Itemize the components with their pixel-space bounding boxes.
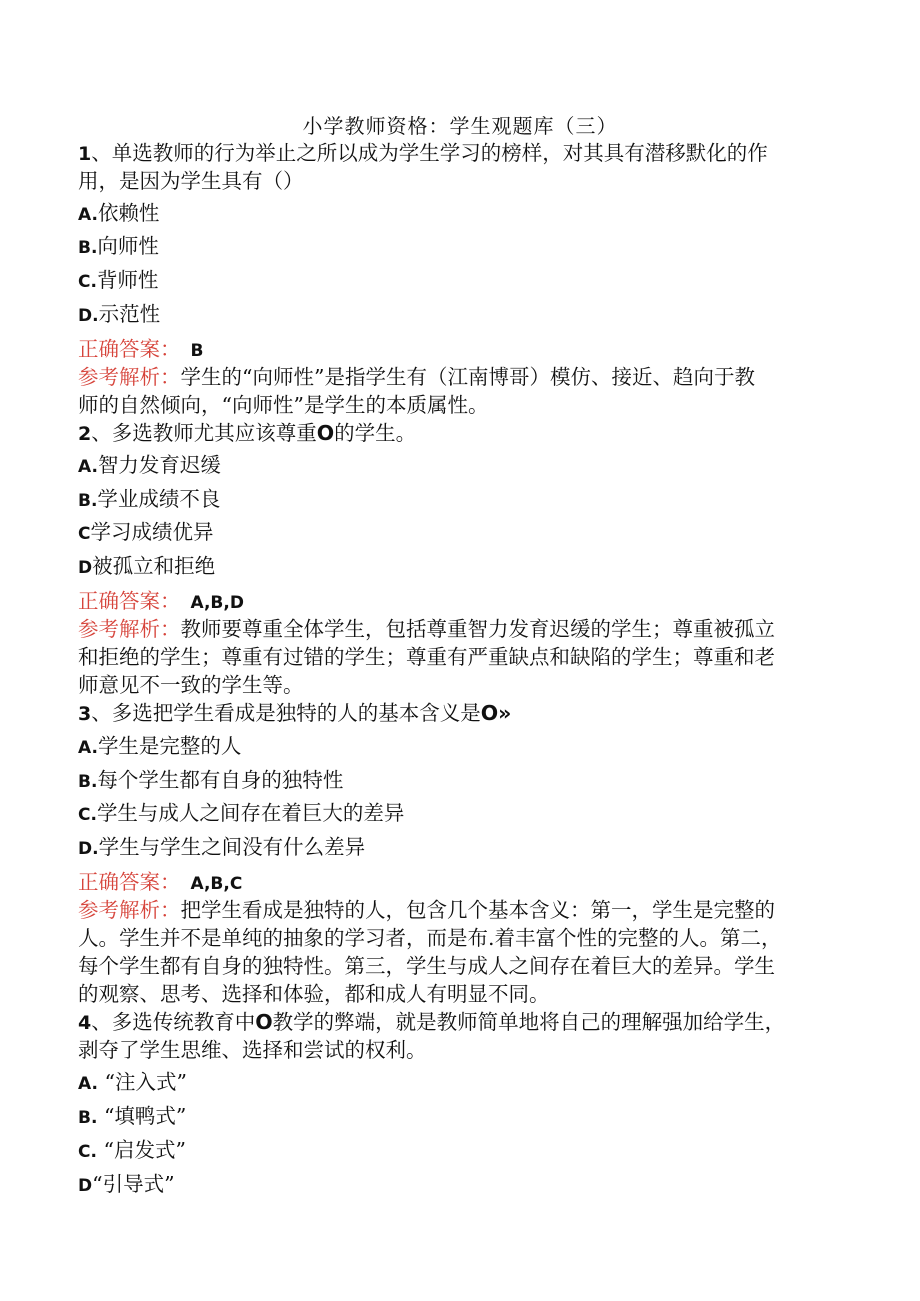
option-text: 被孤立和拒绝 — [92, 554, 216, 578]
question-1-stem-text-1: 、单选教师的行为举止之所以成为学生学习的榜样，对其具有潜移默化的作 — [91, 141, 768, 165]
question-2-analysis-line-1 — [78, 615, 848, 643]
option-letter: A. — [78, 738, 98, 758]
option-letter: C. — [78, 272, 97, 292]
analysis-label: 参考解析： — [78, 617, 181, 641]
question-number: 1 — [78, 143, 92, 165]
question-4-option-d — [78, 1170, 848, 1200]
answer-label: 正确答案： — [78, 337, 181, 361]
answer-value: B — [190, 341, 204, 361]
option-text: 学习成绩优异 — [90, 520, 214, 544]
analysis-label: 参考解析： — [78, 365, 181, 389]
question-2-stem — [78, 419, 848, 448]
analysis-text: 把学生看成是独特的人，包含几个基本含义：第一，学生是完整的 — [180, 898, 775, 922]
question-2-option-a — [78, 451, 848, 481]
question-1-analysis-line-1 — [78, 363, 848, 391]
question-2-analysis-line-2: 和拒绝的学生；尊重有过错的学生；尊重有严重缺点和缺陷的学生；尊重和老 — [78, 645, 775, 669]
question-1-option-d — [78, 300, 848, 330]
option-text: 学生是完整的人 — [97, 734, 242, 758]
question-3-analysis-line-4: 的观察、思考、选择和体验，都和成人有明显不同。 — [78, 982, 550, 1006]
question-3-option-d — [78, 833, 848, 863]
question-number: 4 — [78, 1012, 92, 1034]
question-1-answer — [78, 335, 848, 365]
question-4-option-c — [78, 1136, 848, 1166]
option-text: “填鸭式” — [103, 1104, 187, 1128]
question-4-stem-line-2: 剥夺了学生思维、选择和尝试的权利。 — [78, 1038, 427, 1062]
question-4-stem-line-1 — [78, 1008, 848, 1037]
stem-blank: O» — [480, 701, 512, 725]
option-text: 每个学生都有自身的独特性 — [97, 768, 344, 792]
option-letter: C. — [78, 1142, 97, 1162]
option-text: 示范性 — [98, 302, 161, 326]
option-text: 智力发育迟缓 — [97, 453, 221, 477]
question-1-option-b — [78, 232, 848, 262]
option-text: 学生与成人之间存在着巨大的差异 — [96, 801, 405, 825]
analysis-text: 学生的“向师性”是指学生有（江南博哥）模仿、接近、趋向于教 — [180, 365, 755, 389]
document-title: 小学教师资格：学生观题库（三） — [302, 114, 618, 138]
stem-text: 、多选教师尤其应该尊重 — [91, 421, 317, 445]
answer-value: A,B,D — [190, 593, 244, 613]
question-2-answer — [78, 587, 848, 617]
option-letter: B. — [78, 1108, 98, 1128]
question-2-option-c — [78, 518, 848, 548]
question-1-stem-line-1 — [78, 139, 848, 168]
question-4-option-b — [78, 1102, 848, 1132]
question-3-analysis-line-1 — [78, 896, 848, 924]
option-letter: D — [78, 558, 93, 578]
option-text: 背师性 — [96, 268, 159, 292]
answer-value: A,B,C — [190, 874, 243, 894]
question-3-option-c — [78, 799, 848, 829]
question-1-analysis-line-2: 师的自然倾向，“向师性”是学生的本质属性。 — [78, 393, 489, 417]
question-3-option-a — [78, 732, 848, 762]
analysis-text: 教师要尊重全体学生，包括尊重智力发育迟缓的学生；尊重被孤立 — [180, 617, 775, 641]
question-3-answer — [78, 868, 848, 898]
question-3-analysis-line-2: 人。学生并不是单纯的抽象的学习者，而是布.着丰富个性的完整的人。第二， — [78, 926, 782, 950]
stem-text: 、多选把学生看成是独特的人的基本含义是 — [91, 701, 481, 725]
option-letter: D — [78, 1176, 93, 1196]
stem-text-end: 的学生。 — [334, 421, 417, 445]
option-text: 学业成绩不良 — [97, 487, 221, 511]
option-letter: B. — [78, 491, 98, 511]
question-3-stem — [78, 699, 848, 728]
question-3-analysis-line-3: 每个学生都有自身的独特性。第三，学生与成人之间存在着巨大的差异。学生 — [78, 954, 775, 978]
option-letter: C — [78, 524, 91, 544]
option-text: “启发式” — [103, 1138, 186, 1162]
option-text: 向师性 — [97, 234, 159, 258]
option-text: 依赖性 — [97, 201, 160, 225]
question-1-option-a — [78, 199, 848, 229]
question-2-option-d — [78, 552, 848, 582]
option-letter: A. — [78, 1074, 98, 1094]
option-letter: D. — [78, 306, 99, 326]
question-2-analysis-line-3: 师意见不一致的学生等。 — [78, 673, 304, 697]
option-letter: A. — [78, 457, 98, 477]
option-letter: B. — [78, 772, 98, 792]
option-text: 学生与学生之间没有什么差异 — [98, 835, 366, 859]
option-letter: A. — [78, 205, 98, 225]
question-4-option-a — [78, 1068, 848, 1098]
option-letter: D. — [78, 839, 99, 859]
stem-text: 、多选传统教育中 — [91, 1010, 256, 1034]
answer-label: 正确答案： — [78, 870, 181, 894]
question-number: 2 — [78, 423, 92, 445]
stem-blank: O — [255, 1010, 273, 1034]
option-text: “引导式” — [92, 1172, 175, 1196]
question-number: 3 — [78, 703, 92, 725]
analysis-label: 参考解析： — [78, 898, 181, 922]
question-1-stem-line-2: 用，是因为学生具有（） — [78, 169, 304, 193]
option-letter: C. — [78, 805, 97, 825]
option-text: “注入式” — [104, 1070, 187, 1094]
question-1-option-c — [78, 266, 848, 296]
question-3-option-b — [78, 766, 848, 796]
answer-label: 正确答案： — [78, 589, 181, 613]
stem-text-end: 教学的弊端，就是教师简单地将自己的理解强加给学生， — [272, 1010, 786, 1034]
option-letter: B. — [78, 238, 98, 258]
question-2-option-b — [78, 485, 848, 515]
stem-blank: O — [316, 421, 335, 445]
